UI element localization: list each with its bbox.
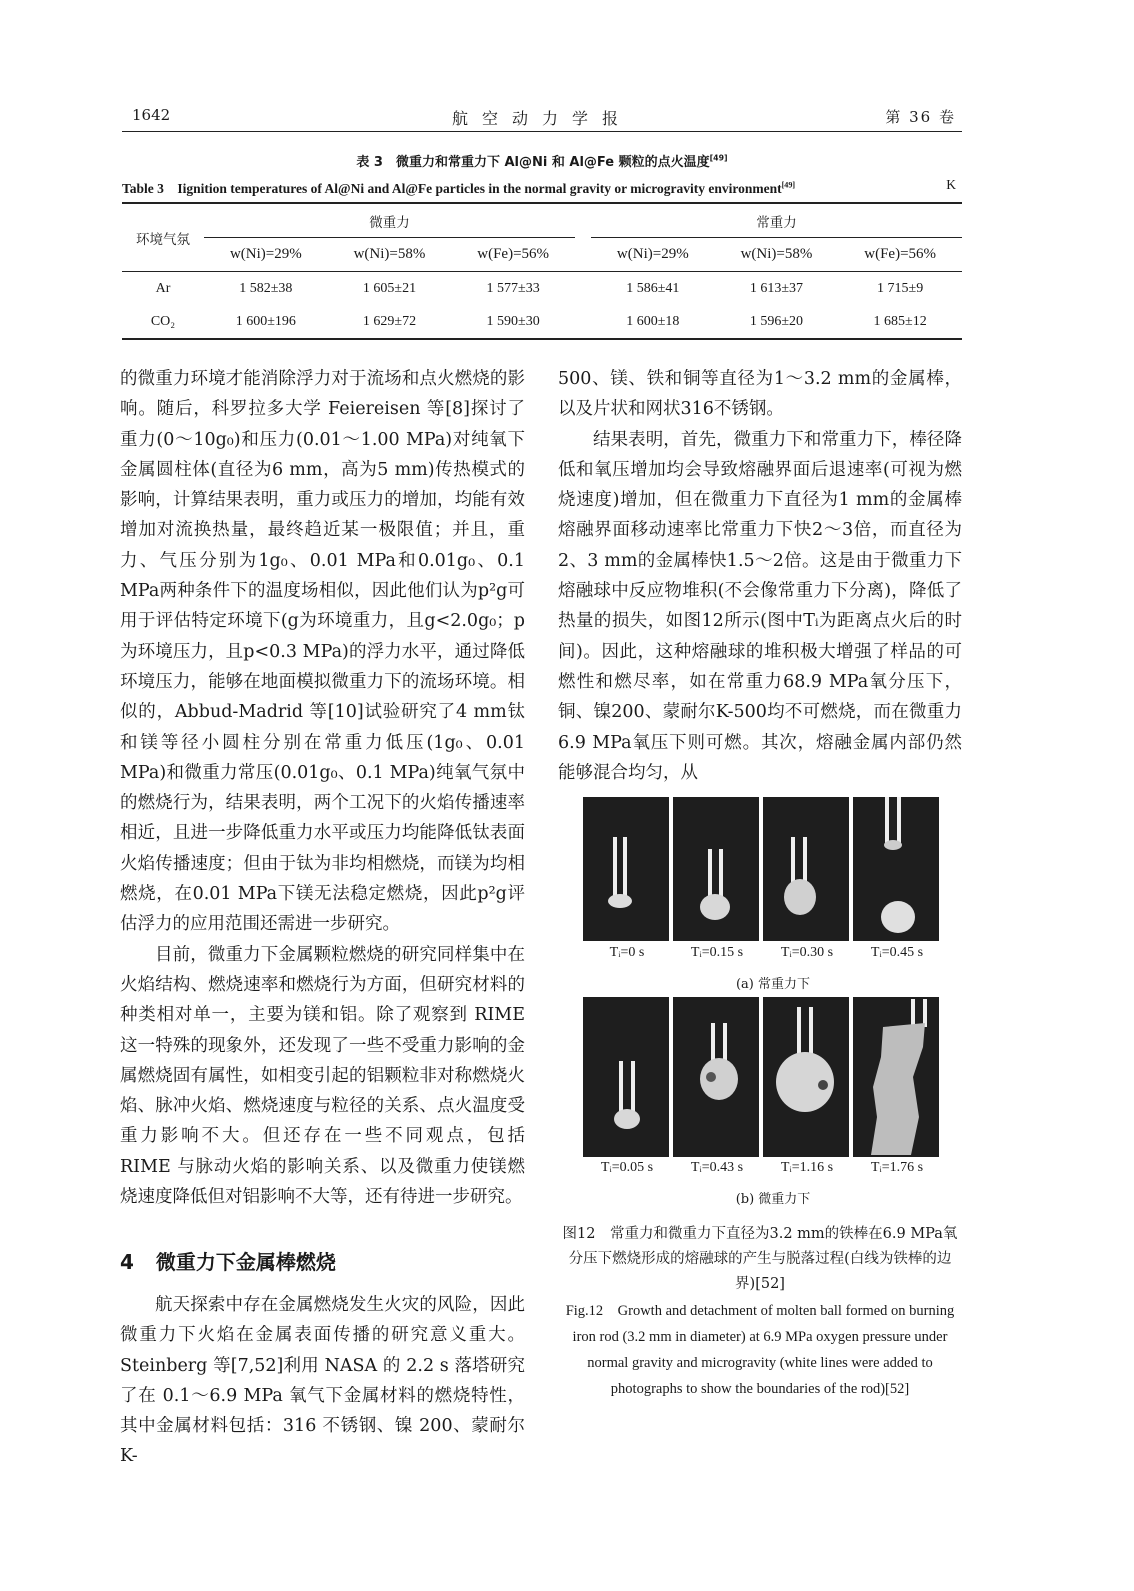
header-rule (122, 131, 962, 132)
subheader-cell: w(Ni)=29% (591, 238, 715, 272)
value-cell: 1 590±30 (451, 305, 575, 339)
value-cell: 1 629±72 (328, 305, 452, 339)
table-caption-en: Table 3 Iignition temperatures of Al@Ni and Al@Fe particles in the normal gravity or microgravity environment[49] K (122, 177, 956, 196)
photo-microgravity-1 (583, 997, 669, 1157)
table-row (122, 272, 962, 306)
left-column (120, 364, 525, 1212)
value-cell: 1 582±38 (239, 280, 293, 296)
table-row (122, 305, 962, 339)
value-cell: 1 715±9 (877, 280, 924, 296)
photo-microgravity-4 (853, 997, 939, 1157)
subheader-cell: w(Ni)=29% (204, 238, 328, 272)
photo-normal-gravity-1 (583, 797, 669, 941)
group-microgravity: 微重力 (204, 203, 575, 238)
paragraph: 目前，微重力下金属颗粒燃烧的研究同样集中在火焰结构、燃烧速率和燃烧行为方面，但研究材料的种类相对单一，主要为镁和铝。除了观察到 RIME 这一特殊的现象外，还发现了一些不受重力影响的金属燃烧固有属性，如相变引起的铝颗粒非对称燃烧火焰、脉冲火焰、燃烧速度与粒径的关系、点火温度受重力影响不大。但还存在一些不同观点，包括 RIME 与脉动火焰的影响关系、以及微重力使镁燃烧速度降低但对铝影响不大等，还有待进一步研究。 (120, 944, 525, 1208)
paragraph: 的微重力环境才能消除浮力对于流场和点火燃烧的影响。随后，科罗拉多大学 Feiereisen 等[8]探讨了重力(0～10g₀)和压力(0.01～1.00 MPa)对纯氧下金属圆柱体(直径为6 mm，高为5 mm)传热模式的影响，计算结果表明，重力或压力的增加，均能有效增加对流换热量，最终趋近某一极限值；并且，重力、气压分别为1g₀、0.01 MPa和0.01g₀、0.1 MPa两种条件下的温度场相似，因此他们认为p²g可用于评估特定环境下(g为环境重力，且g<2.0g₀；p为环境压力，且p<0.3 MPa)的浮力水平，通过降低环境压力，能够在地面模拟微重力下的流场环境。相似的，Abbud-Madrid 等[10]试验研究了4 mm钛和镁等径小圆柱分别在常重力低压(1g₀、0.01 MPa)和微重力常压(0.01g₀、0.1 MPa)纯氧气氛中的燃烧行为，结果表明，两个工况下的火焰传播速率相近，且进一步降低重力水平或压力均能降低钛表面火焰传播速度；但由于钛为非均相燃烧，而镁为均相燃烧，在0.01 MPa下镁无法稳定燃烧，因此p²g评估浮力的应用范围还需进一步研究。 (120, 369, 525, 935)
photo-microgravity-3 (763, 997, 849, 1157)
subheader-cell: w(Fe)=56% (451, 238, 575, 272)
time-label: Tᵢ=0.30 s (780, 945, 834, 960)
page-number: 1642 (132, 106, 171, 124)
table-unit: K (946, 177, 956, 192)
photo-normal-gravity-4 (853, 797, 939, 941)
paragraph: 结果表明，首先，微重力下和常重力下，棒径降低和氧压增加均会导致熔融界面后退速率(可视为燃烧速度)增加，但在微重力下直径为1 mm的金属棒熔融界面移动速率比常重力下快2～3倍，而直径为2、3 mm的金属棒快1.5～2倍。这是由于微重力下熔融球中反应物堆积(不会像常重力下分离)，降低了热量的损失，如图12所示(图中Tᵢ为距离点火后的时间)。因此，这种熔融球的堆积极大增强了样品的可燃性和燃尽率，如在常重力68.9 MPa氧分压下，铜、镍200、蒙耐尔K-500均不可燃烧，而在微重力6.9 MPa氧压下则可燃。其次，熔融金属内部仍然能够混合均匀，从 (558, 429, 962, 783)
value-cell: 1 600±196 (204, 305, 328, 339)
photo-normal-gravity-2 (673, 797, 759, 941)
time-label: Tᵢ=1.16 s (780, 1160, 834, 1175)
value-cell: 1 577±33 (486, 280, 540, 296)
left-column-lower (120, 1290, 525, 1472)
figure-caption-en: Fig.12 Growth and detachment of molten ball formed on burning iron rod (3.2 mm in diameter) at 6.9 MPa oxygen pressure under normal gravity and microgravity (white lines were added to photographs to show the boundaries of the rod)[52] (565, 1303, 955, 1397)
time-label: Tᵢ=1.76 s (870, 1160, 924, 1175)
env-cell: Ar (155, 280, 171, 296)
subheader-cell: w(Ni)=58% (715, 238, 839, 272)
group-normal-gravity: 常重力 (591, 203, 962, 238)
value-cell: 1 605±21 (362, 280, 417, 296)
value-cell: 1 596±20 (715, 305, 839, 339)
time-label: Tᵢ=0.15 s (690, 945, 744, 960)
time-label: Tᵢ=0 s (609, 945, 645, 960)
value-cell: 1 586±41 (626, 280, 680, 296)
journal-name: 航空动力学报 (451, 109, 632, 128)
paragraph: 航天探索中存在金属燃烧发生火灾的风险，因此微重力下火焰在金属表面传播的研究意义重大。Steinberg 等[7,52]利用 NASA 的 2.2 s 落塔研究了在 0.1～6.9 MPa 氧气下金属材料的燃烧特性，其中金属材料包括：316 不锈钢、镍 200、蒙耐尔 K- (120, 1295, 525, 1467)
page-header (122, 104, 962, 132)
env-header: 环境气氛 (122, 203, 204, 272)
value-cell: 1 613±37 (749, 280, 804, 296)
subheader-cell: w(Fe)=56% (838, 238, 962, 272)
paragraph: 500、镁、铁和铜等直径为1～3.2 mm的金属棒，以及片状和网状316不锈钢。 (558, 369, 962, 420)
figure-caption-cn: 图12 常重力和微重力下直径为3.2 mm的铁棒在6.9 MPa氧分压下燃烧形成的熔融球的产生与脱落过程(白线为铁棒的边界)[52] (562, 1226, 958, 1292)
right-column (558, 364, 962, 788)
value-cell: 1 685±12 (838, 305, 962, 339)
photo-microgravity-2 (673, 997, 759, 1157)
time-label: Tᵢ=0.05 s (600, 1160, 654, 1175)
time-label: Tᵢ=0.43 s (690, 1160, 744, 1175)
volume-label: 第 36 卷 (885, 108, 956, 126)
time-label: Tᵢ=0.45 s (870, 945, 924, 960)
section-heading: 4 微重力下金属棒燃烧 (120, 1250, 336, 1274)
subheader-cell: w(Ni)=58% (328, 238, 452, 272)
photo-normal-gravity-3 (763, 797, 849, 941)
value-cell: 1 600±18 (591, 305, 715, 339)
env-cell: CO₂ (122, 305, 204, 339)
table-caption-cn: 表 3 微重力和常重力下 Al@Ni 和 Al@Fe 颗粒的点火温度[49] (356, 153, 728, 170)
subfigure-caption-b: (b) 微重力下 (735, 1192, 811, 1207)
subfigure-caption-a: (a) 常重力下 (735, 977, 811, 992)
ignition-temperature-table (122, 202, 962, 340)
